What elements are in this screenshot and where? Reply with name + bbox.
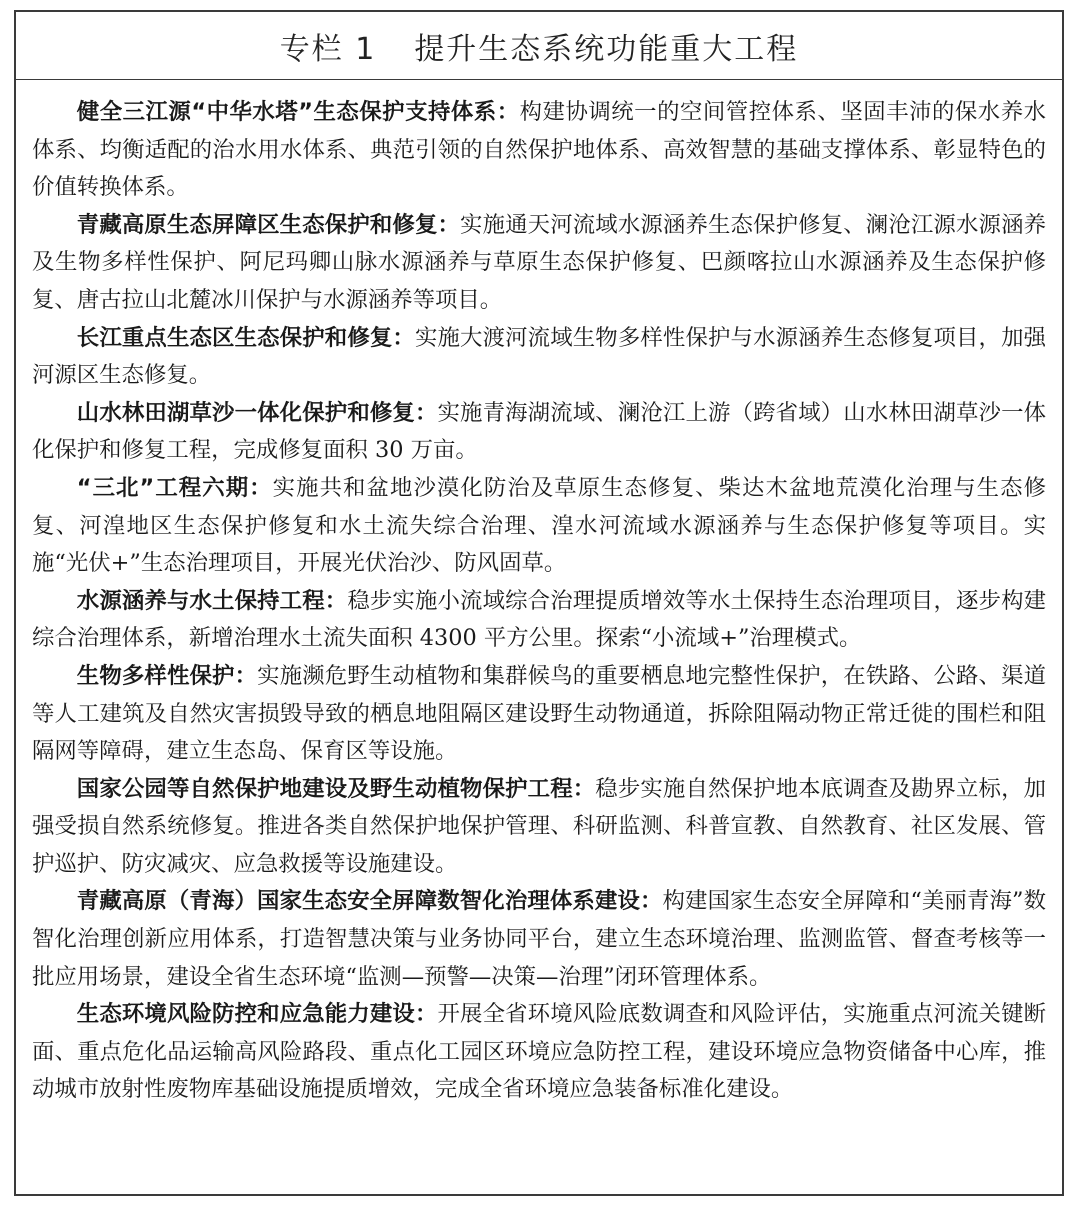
entry-text: 实施濒危野生动植物和集群候鸟的重要栖息地完整性保护，在铁路、公路、渠道等人工建筑及自然灾害损毁导致的栖息地阻隔区建设野生动物通道，拆除阻隔动物正常迁徙的围栏和阻隔网等障碍，建立生态岛、保育区等设施。: [32, 662, 1047, 765]
entry-integrated-restoration: [32, 395, 1046, 470]
column-title-text: 提升生态系统功能重大工程: [414, 31, 799, 67]
column-header: [16, 12, 1062, 80]
entry-heading: “三北”工程六期：: [76, 474, 273, 501]
entry-biodiversity: [32, 658, 1046, 771]
entry-heading: 生物多样性保护：: [76, 662, 258, 689]
entry-text: 构建国家生态安全屏障和“美丽青海”数智化治理创新应用体系，打造智慧决策与业务协同平台，建立生态环境治理、监测监管、督查考核等一批应用场景，建设全省生态环境“监测—预警—决策—治理”闭环管理体系。: [32, 888, 1046, 990]
entry-three-north: [32, 470, 1046, 583]
entry-text: 实施共和盆地沙漠化防治及草原生态修复、柴达木盆地荒漠化治理与生态修复、河湟地区生态保护修复和水土流失综合治理、湟水河流域水源涵养与生态保护修复等项目。实施“光伏+”生态治理项目，开展光伏治沙、防风固草。: [32, 474, 1046, 577]
column-box: [14, 10, 1064, 1196]
column-label: 专栏 1: [279, 31, 377, 67]
column-content: [16, 80, 1062, 1109]
entry-text: 实施大渡河流域生物多样性保护与水源涵养生态修复项目，加强河源区生态修复。: [32, 324, 1047, 389]
entry-text: 实施通天河流域水源涵养生态保护修复、澜沧江源水源涵养及生物多样性保护、阿尼玛卿山脉水源涵养与草原生态保护修复、巴颜喀拉山水源涵养及生态保护修复、唐古拉山北麓冰川保护与水源涵养等项目。: [32, 211, 1047, 313]
entry-sanjiangyuan: [32, 94, 1046, 207]
entry-qingzang-barrier: [32, 207, 1046, 320]
entry-heading: 水源涵养与水土保持工程：: [76, 587, 348, 614]
entry-text: 实施青海湖流域、澜沧江上游（跨省域）山水林田湖草沙一体化保护和修复工程，完成修复面积 30 万亩。: [32, 399, 1047, 464]
entry-heading: 长江重点生态区生态保护和修复：: [76, 324, 415, 351]
entry-text: 开展全省环境风险底数调查和风险评估，实施重点河流关键断面、重点危化品运输高风险路段、重点化工园区环境应急防控工程，建设环境应急物资储备中心库，推动城市放射性废物库基础设施提质增效，完成全省环境应急装备标准化建设。: [32, 1001, 1047, 1103]
entry-digital-governance: [32, 883, 1046, 996]
entry-text: 稳步实施自然保护地本底调查及勘界立标，加强受损自然系统修复。推进各类自然保护地保护管理、科研监测、科普宣教、自然教育、社区发展、管护巡护、防灾减灾、应急救援等设施建设。: [32, 775, 1047, 877]
entry-national-park: [32, 771, 1046, 884]
entry-text: 稳步实施小流域综合治理提质增效等水土保持生态治理项目，逐步构建综合治理体系，新增治理水土流失面积 4300 平方公里。探索“小流域+”治理模式。: [32, 587, 1047, 652]
entry-text: 构建协调统一的空间管控体系、坚固丰沛的保水养水体系、均衡适配的治水用水体系、典范引领的自然保护地体系、高效智慧的基础支撑体系、彰显特色的价值转换体系。: [32, 99, 1047, 201]
entry-heading: 生态环境风险防控和应急能力建设：: [76, 1001, 438, 1028]
entry-heading: 青藏高原（青海）国家生态安全屏障数智化治理体系建设：: [76, 888, 663, 915]
entry-heading: 青藏高原生态屏障区生态保护和修复：: [76, 211, 461, 238]
entry-heading: 健全三江源“中华水塔”生态保护支持体系：: [76, 99, 520, 125]
entry-risk-emergency: [32, 996, 1046, 1109]
entry-yangtze: [32, 320, 1046, 395]
entry-water-soil: [32, 583, 1046, 658]
entry-heading: 山水林田湖草沙一体化保护和修复：: [76, 399, 438, 426]
entry-heading: 国家公园等自然保护地建设及野生动植物保护工程：: [76, 775, 596, 802]
column-title: [280, 24, 799, 68]
